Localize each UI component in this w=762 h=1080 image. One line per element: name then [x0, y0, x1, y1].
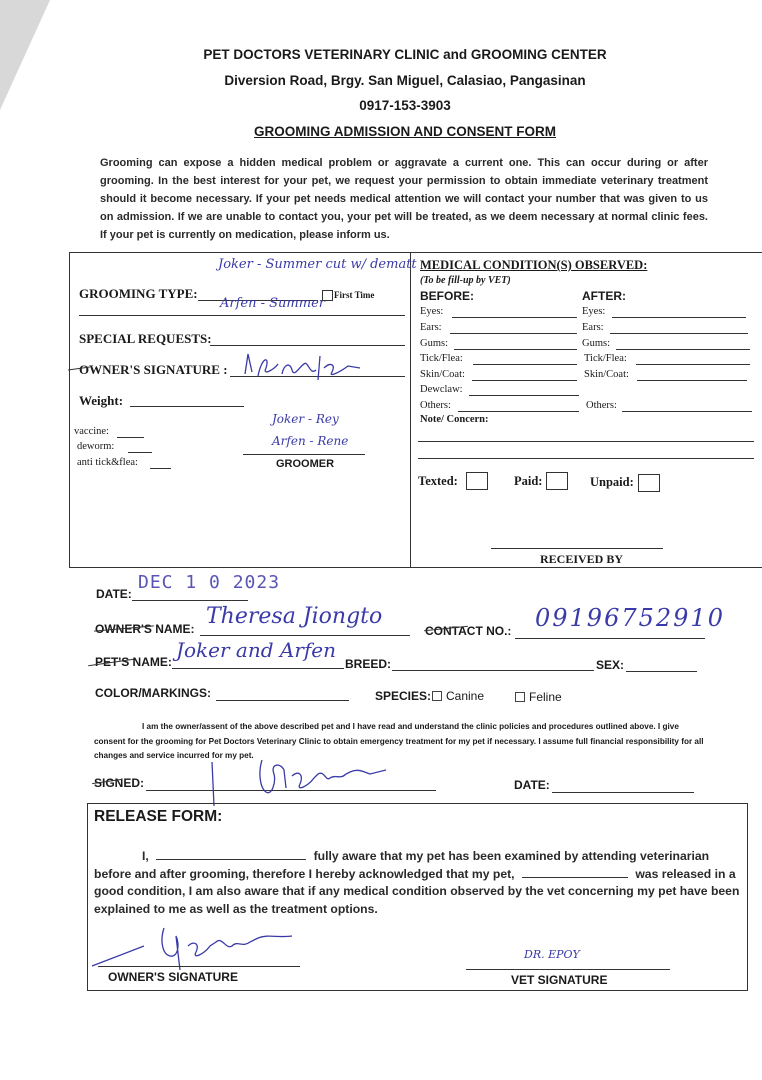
feline-label: Feline [529, 690, 562, 704]
release-text-3: was released in a good condition, I am also aware that if any medical condition observed by the vet concerning my pet have been explained to me as well as the treatment options. [94, 866, 740, 916]
consent-text: I am the owner/assent of the above described pet and I have read and understand the clinic policies and procedures outlined above. I give consent for the grooming for Pet Doctors Veterinary Clinic to obtain emergency treatment for my pet if necessary. I assume full financial responsibility for all changes and service incurred for my pet. [94, 722, 704, 760]
after-eyes-line [612, 317, 746, 318]
clinic-name: PET DOCTORS VETERINARY CLINIC and GROOMING CENTER [203, 47, 607, 62]
date-line [132, 600, 248, 601]
before-gums: Gums: [420, 338, 449, 349]
before-ears: Ears: [420, 322, 442, 333]
release-owner-line [98, 966, 300, 967]
grooming-type-label: GROOMING TYPE: [79, 286, 198, 301]
form-title: GROOMING ADMISSION AND CONSENT FORM [254, 124, 556, 139]
owner-signature-label: OWNER'S SIGNATURE : [79, 362, 228, 377]
medical-title: MEDICAL CONDITION(S) OBSERVED: [420, 258, 648, 272]
texted-label: Texted: [418, 474, 458, 488]
after-gums-line [616, 349, 750, 350]
date-stamp: DEC 1 0 2023 [138, 572, 281, 593]
grooming-type-line-2 [79, 315, 405, 316]
note-line-1 [418, 441, 754, 442]
groomer-line [243, 454, 365, 455]
before-others: Others: [420, 400, 451, 411]
breed-line [392, 670, 594, 671]
pet-name-label: PET'S NAME: [95, 655, 172, 669]
groomer-value-2: Arfen - Rene [272, 434, 349, 448]
first-time-checkbox[interactable] [322, 290, 333, 301]
clinic-address: Diversion Road, Brgy. San Miguel, Calasiao, Pangasinan [224, 73, 586, 88]
vaccine-line [117, 437, 144, 438]
contact-label: CONTACT NO.: [425, 624, 512, 638]
box-divider [410, 252, 411, 568]
canine-label: Canine [446, 689, 485, 703]
received-by-label: RECEIVED BY [540, 552, 624, 566]
after-others: Others: [586, 400, 617, 411]
before-gums-line [454, 349, 577, 350]
after-tick: Tick/Flea: [584, 353, 627, 364]
before-tick-line [473, 364, 577, 365]
after-label: AFTER: [582, 289, 626, 303]
before-ears-line [450, 333, 577, 334]
groomer-label: GROOMER [276, 458, 335, 470]
groomer-value-1: Joker - Rey [272, 412, 339, 426]
special-requests-label: SPECIAL REQUESTS: [79, 331, 212, 346]
release-title: RELEASE FORM: [94, 808, 223, 825]
owner-name-value: Theresa Jiongto [206, 604, 383, 629]
texted-checkbox[interactable] [466, 472, 488, 490]
canine-checkbox[interactable] [432, 691, 442, 701]
date2-label: DATE: [514, 778, 550, 792]
after-others-line [622, 411, 752, 412]
after-ears-line [610, 333, 748, 334]
after-tick-line [636, 364, 750, 365]
unpaid-label: Unpaid: [590, 475, 634, 489]
paid-label: Paid: [514, 474, 543, 488]
vet-name-value: DR. EPOY [524, 948, 580, 961]
contact-value: 09196752910 [535, 604, 725, 632]
before-label: BEFORE: [420, 289, 474, 303]
clinic-phone: 0917-153-3903 [359, 98, 451, 113]
feline-checkbox[interactable] [515, 692, 525, 702]
note-label: Note/ Concern: [420, 414, 489, 425]
before-others-line [458, 411, 579, 412]
release-text-2: fully aware that my pet has been examined by attending veterinarian before and after grooming, therefore I hereby acknowledged that my pet, [94, 849, 710, 881]
owner-signature-image [240, 346, 380, 386]
release-owner-signature-label: OWNER'S SIGNATURE [108, 970, 238, 984]
grooming-type-value-2: Arfen - Summer [220, 296, 325, 311]
after-skin-line [637, 380, 747, 381]
release-name-blank[interactable] [156, 859, 306, 860]
intro-paragraph: Grooming can expose a hidden medical problem or aggravate a current one. This can occur during or after grooming. In the best interest for your pet, we request your permission to obtain immediate veterinary treatment should it become necessary. If your pet needs medical attention we will contact your number that was given to us on admission. If we are unable to contact you, your pet will be treated, as we deem necessary at normal clinic fees. If your pet is currently on medication, please inform us. [100, 157, 708, 241]
release-pet-blank[interactable] [522, 877, 628, 878]
deworm-line [128, 452, 152, 453]
vet-signature-line [466, 969, 670, 970]
before-dewclaw: Dewclaw: [420, 384, 463, 395]
note-line-2 [418, 458, 754, 459]
anti-tick-label: anti tick&flea: [77, 457, 138, 468]
unpaid-checkbox[interactable] [638, 474, 660, 492]
signed-label: SIGNED: [94, 776, 145, 790]
after-ears: Ears: [582, 322, 604, 333]
before-eyes: Eyes: [420, 306, 444, 317]
breed-label: BREED: [345, 657, 392, 671]
received-by-line [491, 548, 663, 549]
first-time-label: First Time [334, 290, 375, 300]
pet-name-line [172, 668, 344, 669]
species-feline-option[interactable] [515, 690, 562, 704]
deworm-label: deworm: [77, 441, 115, 452]
weight-line [130, 406, 244, 407]
before-skin-line [472, 380, 577, 381]
sex-label: SEX: [596, 658, 625, 672]
after-gums: Gums: [582, 338, 611, 349]
contact-line [515, 638, 705, 639]
pet-name-value: Joker and Arfen [176, 638, 337, 662]
owner-name-label: OWNER'S NAME: [95, 622, 195, 636]
paid-checkbox[interactable] [546, 472, 568, 490]
before-skin: Skin/Coat: [420, 369, 465, 380]
date2-line [552, 792, 694, 793]
species-label: SPECIES: [375, 689, 432, 703]
sex-line [626, 671, 697, 672]
before-tick: Tick/Flea: [420, 353, 463, 364]
before-eyes-line [452, 317, 577, 318]
after-eyes: Eyes: [582, 306, 606, 317]
color-line [216, 700, 349, 701]
species-canine-option[interactable] [432, 689, 484, 703]
grooming-type-value-1: Joker - Summer cut w/ dematt [218, 257, 417, 272]
date-label: DATE: [96, 587, 132, 601]
release-text [94, 848, 746, 918]
color-label: COLOR/MARKINGS: [95, 686, 211, 700]
vet-signature-label: VET SIGNATURE [511, 973, 608, 987]
vaccine-label: vaccine: [74, 426, 109, 437]
before-dewclaw-line [469, 395, 579, 396]
after-skin: Skin/Coat: [584, 369, 629, 380]
medical-subtitle: (To be fill-up by VET) [420, 275, 511, 286]
release-text-1: I, [142, 849, 149, 863]
weight-label: Weight: [79, 393, 124, 408]
owner-name-line [200, 635, 410, 636]
anti-tick-line [150, 468, 171, 469]
